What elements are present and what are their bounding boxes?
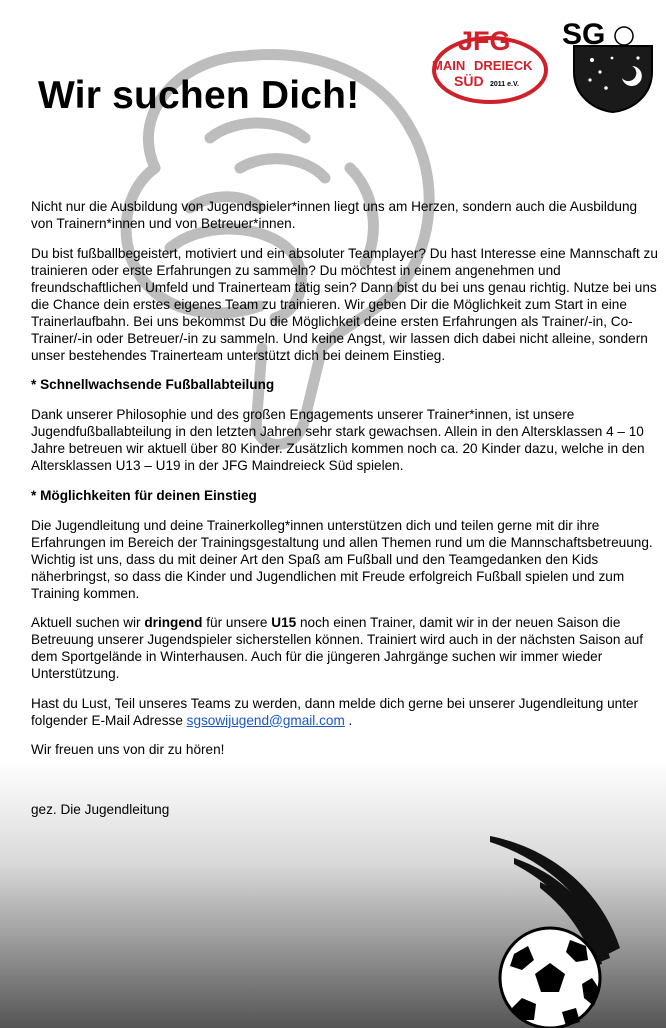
closing-line: Wir freuen uns von dir zu hören! <box>31 742 225 757</box>
urgent-text-mid: für unsere <box>202 615 272 630</box>
letter-body <box>31 198 659 830</box>
contact-text: Hast du Lust, Teil unseres Teams zu werden, dann melde dich gerne bei unserer Jugendleitung unter folgender E-Mail Adresse <box>31 695 639 728</box>
urgent-paragraph <box>31 614 659 682</box>
page-headline: Wir suchen Dich! <box>38 74 360 117</box>
support-paragraph: Die Jugendleitung und deine Trainerkolleg*innen unterstützen dich und teilen gerne mit dir ihre Erfahrungen im Bereich der Trainingsgestaltung und allen Themen rund um die Mannschaftsbetreuung. Wichtig ist uns, dass du mit deiner Art den Spaß am Fußball und den Teamgedanken den Kids näherbringst, so dass die Kinder und Jugendlichen mit Freude erfolgreich Fußball spielen und zum Training kommen. <box>31 517 653 601</box>
spacer <box>31 771 659 801</box>
intro-paragraph: Nicht nur die Ausbildung von Jugendspieler*innen liegt uns am Herzen, sondern auch die Ausbildung von Trainern*innen und von Betreuer*innen. <box>31 199 638 231</box>
urgent-word: dringend <box>144 615 203 630</box>
jfg-logo-sued: SÜD <box>454 73 484 89</box>
sg-crest-logo <box>560 14 660 114</box>
signature: gez. Die Jugendleitung <box>31 801 170 817</box>
email-link[interactable]: sgsowijugend@gmail.com <box>186 712 345 728</box>
team-u15: U15 <box>271 615 297 630</box>
contact-paragraph <box>31 695 659 729</box>
soccer-ball-illustration <box>470 828 666 1028</box>
section-heading-growth: * Schnellwachsende Fußballabteilung <box>31 377 275 392</box>
sg-logo-letters: SG <box>562 18 606 51</box>
urgent-text-post: noch einen Trainer, damit wir in der neuen Saison die Betreuung unserer Jugendspieler sicherstellen können. Trainiert wird auch in der nächsten Saison auf dem Sportgelände in Winterhausen. Auch für die jüngeren Jahrgänge suchen wir immer wieder Unterstützung. <box>31 615 644 681</box>
jfg-maindreieck-logo <box>428 12 558 106</box>
contact-text-end: . <box>344 712 353 728</box>
jfg-logo-main: MAIN <box>432 58 466 73</box>
urgent-text-pre: Aktuell suchen wir <box>31 615 145 630</box>
growth-paragraph: Dank unserer Philosophie und des großen Engagements unserer Trainer*innen, ist unsere Jugendfußballabteilung in den letzten Jahren sehr stark gewachsen. Allein in den Altersklassen 4 – 10 Jahre betreuen wir aktuell über 80 Kinder. Zusätzlich kommen noch ca. 20 Kinder dazu, welche in den Altersklassen U13 – U19 in der JFG Maindreieck Süd spielen. <box>31 407 645 473</box>
jfg-logo-dreieck: DREIECK <box>474 58 533 73</box>
jfg-logo-year: 2011 e.V. <box>490 81 519 88</box>
jfg-logo-line1: JFG <box>458 26 511 56</box>
section-heading-opportunities: * Möglichkeiten für deinen Einstieg <box>31 487 257 503</box>
motivation-paragraph: Du bist fußballbegeistert, motiviert und ein absoluter Teamplayer? Du hast Interesse eine Mannschaft zu trainieren oder erste Erfahrungen zu sammeln? Du möchtest in einem angenehmen und freundschaftlichen Umfeld und Trainerteam tätig sein? Dann bist du bei uns genau richtig. Nutze bei uns die Chance dein erstes eigenes Team zu trainieren. Wir geben Dir die Möglichkeit zum Start in eine Trainerlaufbahn. Bei uns bekommst Du die Möglichkeit deine ersten Erfahrungen als Trainer/-in, Co-Trainer/-in oder Betreuer/-in zu sammeln. Und keine Angst, wir lassen dich dabei nicht alleine, sondern unser bestehendes Trainerteam unterstützt dich bei deinem Einstieg. <box>31 245 658 363</box>
